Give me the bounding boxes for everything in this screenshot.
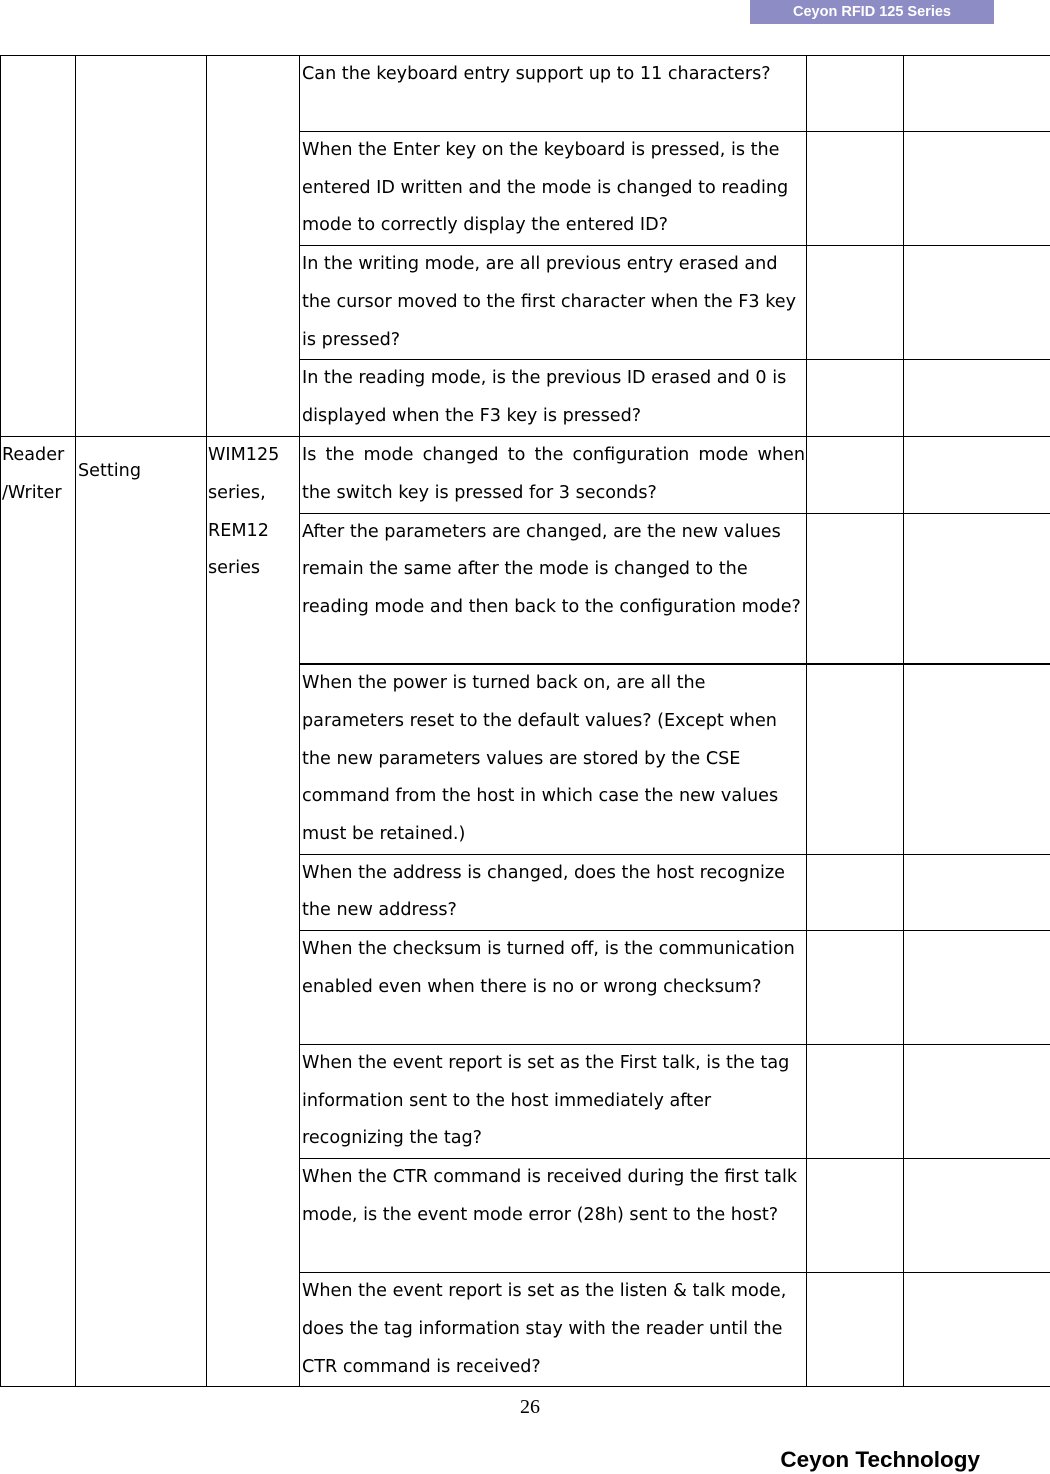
category-label: Reader	[2, 445, 65, 466]
models-label: REM12	[208, 520, 269, 541]
check-cell	[807, 854, 904, 930]
question-cell: When the CTR command is received during the first talk mode, is the event mode error (28h) sent to the host?	[300, 1159, 807, 1273]
table-row	[1, 56, 1050, 132]
empty-cell	[76, 56, 207, 437]
note-cell	[904, 1159, 1050, 1273]
question-cell: In the writing mode, are all previous entry erased and the cursor moved to the first character when the F3 key is pressed?	[300, 246, 807, 360]
note-cell	[904, 854, 1050, 930]
note-cell	[904, 360, 1050, 437]
empty-cell	[1, 56, 76, 437]
check-cell	[807, 437, 904, 513]
question-cell: After the parameters are changed, are the new values remain the same after the mode is changed to the reading mode and then back to the configuration mode?	[300, 513, 807, 664]
check-cell	[807, 1159, 904, 1273]
footer-company: Ceyon Technology	[780, 1447, 980, 1472]
question-cell: When the power is turned back on, are all the parameters reset to the default values? (Except when the new parameters values are stored by the CSE command from the host in which case the new values must be retained.)	[300, 664, 807, 854]
note-cell	[904, 664, 1050, 854]
series-badge: Ceyon RFID 125 Series	[750, 0, 994, 24]
note-cell	[904, 513, 1050, 664]
check-cell	[807, 56, 904, 132]
check-cell	[807, 360, 904, 437]
table-row	[1, 437, 1050, 513]
check-cell	[807, 1273, 904, 1387]
question-cell: When the event report is set as the First talk, is the tag information sent to the host immediately after recognizing the tag?	[300, 1045, 807, 1159]
note-cell	[904, 1273, 1050, 1387]
category-cell	[1, 437, 76, 1387]
models-label: series,	[208, 482, 266, 503]
check-cell	[807, 931, 904, 1045]
note-cell	[904, 1045, 1050, 1159]
checklist-table	[0, 55, 1050, 1387]
note-cell	[904, 437, 1050, 513]
category-label: /Writer	[2, 482, 62, 503]
check-cell	[807, 664, 904, 854]
note-cell	[904, 246, 1050, 360]
note-cell	[904, 56, 1050, 132]
models-label: series	[208, 558, 261, 579]
question-cell: When the event report is set as the listen & talk mode, does the tag information stay with the reader until the CTR command is received?	[300, 1273, 807, 1387]
empty-cell	[207, 56, 300, 437]
question-cell: When the address is changed, does the host recognize the new address?	[300, 854, 807, 930]
note-cell	[904, 931, 1050, 1045]
page-number: 26	[520, 1396, 540, 1418]
check-cell	[807, 132, 904, 246]
check-cell	[807, 513, 904, 664]
models-cell	[207, 437, 300, 1387]
models-label: WIM125	[208, 445, 280, 466]
question-cell: When the checksum is turned off, is the communication enabled even when there is no or wrong checksum?	[300, 931, 807, 1045]
note-cell	[904, 132, 1050, 246]
group-cell: Setting	[76, 437, 207, 1387]
question-cell: When the Enter key on the keyboard is pressed, is the entered ID written and the mode is changed to reading mode to correctly display the entered ID?	[300, 132, 807, 246]
question-cell: Is the mode changed to the configuration mode when the switch key is pressed for 3 seconds?	[300, 437, 807, 513]
check-cell	[807, 1045, 904, 1159]
check-cell	[807, 246, 904, 360]
question-cell: In the reading mode, is the previous ID erased and 0 is displayed when the F3 key is pressed?	[300, 360, 807, 437]
question-cell: Can the keyboard entry support up to 11 characters?	[300, 56, 807, 132]
